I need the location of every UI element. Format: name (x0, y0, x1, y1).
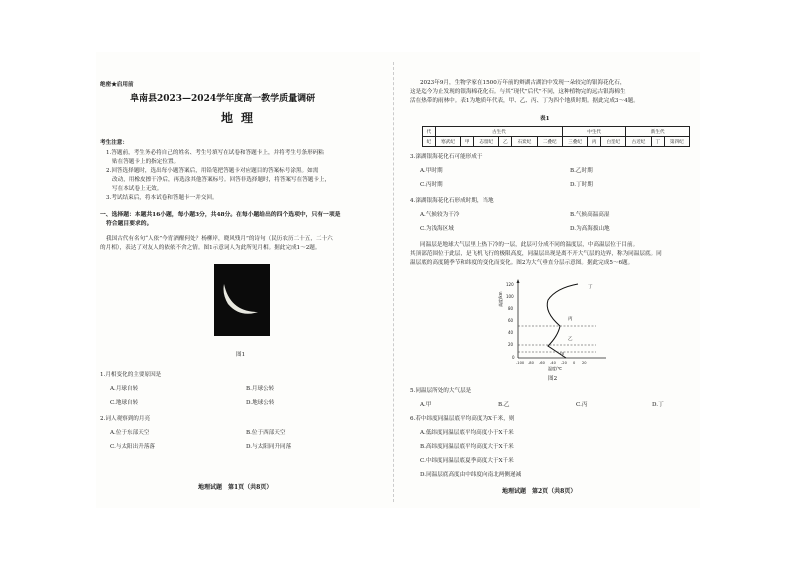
table-row (423, 127, 690, 137)
table-cell: 代 (423, 127, 436, 137)
secret-tag: 绝密★启用前 (100, 82, 134, 88)
table-cell: 纪 (423, 137, 436, 147)
question-stem: 6.若中纬度同温层底平均高度为X千米，则 (410, 416, 515, 422)
page-footer: 地理试题 第1页（共8页） (198, 484, 273, 491)
intro-line: 其顶部范围位于此层，是飞机飞行的极限高度，同温层出现是离不开大气层的边界，称为同温层底。同 (410, 251, 662, 257)
section-title: 一、选择题：本题共16小题，每小题3分，共48分。在每小题给出的四个选项中，只有一项是 (100, 212, 341, 218)
option-d: D.为高海拔山地 (570, 226, 610, 232)
page-divider (393, 62, 394, 502)
option-c: C.中纬度同温层底夏季高度大于X千米 (420, 458, 514, 464)
intro-line: 温层底的高度随季节和纬度的变化而变化。图2为大气垂直分层示意图。据此完成5～6题。 (410, 260, 634, 266)
intro-line: 活在热带的雨林中。表1为地质年代表，甲、乙、丙、丁为四个地质时期。据此完成3～4题。 (410, 98, 639, 104)
option-a: A.位于东部天空 (110, 430, 150, 436)
option-c: C.地球自转 (110, 400, 139, 406)
question-stem: 4.滦湖银海花化石形成时期，当地 (410, 198, 494, 204)
intro-line: 2023年9月，生物学家在1500万年前的辫湖古湖泊中发现一朵较完的银海花化石， (420, 80, 626, 86)
y-tick: 100 (506, 294, 514, 299)
option-b: B.气候高温高湿 (570, 212, 610, 218)
y-axis-label: 高度/km (498, 291, 503, 307)
table-cell: 石炭纪 (512, 137, 537, 147)
notice-line: 写在本试卷上无效。 (112, 186, 163, 192)
x-tick: 20 (582, 361, 587, 365)
table-cell: 二叠纪 (537, 137, 562, 147)
page-footer: 地理试题 第2页（共8页） (502, 488, 577, 495)
layer-label: 甲 (560, 353, 565, 358)
table-caption: 表1 (540, 116, 550, 122)
layer-label: 丙 (568, 317, 573, 322)
notice-line: 2.回答选择题时，选出每小题答案后，用铅笔把答题卡对应题目的答案标号涂黑。如需 (106, 168, 319, 174)
figure-caption: 图1 (236, 352, 246, 358)
notice-line: 贴在答题卡上的指定位置。 (112, 159, 180, 165)
table-cell: 乙 (499, 137, 512, 147)
option-a: A.甲 (420, 402, 432, 408)
question-stem: 5.同温层所处的大气层是 (410, 388, 472, 394)
question-stem: 1.月相变化的主要原因是 (100, 372, 162, 378)
option-a: A.甲时期 (420, 168, 443, 174)
geologic-time-table (422, 126, 690, 147)
layer-label: 丁 (588, 285, 593, 290)
table-cell: 志留纪 (474, 137, 499, 147)
question-stem: 2.词人观察到的月亮 (100, 416, 151, 422)
option-d: D.丁时期 (570, 182, 593, 188)
x-axis-label: 温度/℃ (548, 366, 562, 371)
x-tick: -20 (561, 361, 567, 365)
question-stem: 3.滦湖银海花化石可能形成于 (410, 154, 483, 160)
table-cell: 古近纪 (626, 137, 651, 147)
table-cell: 白垩纪 (601, 137, 626, 147)
option-c: C.丙 (576, 402, 588, 408)
left-page (96, 52, 386, 508)
figure-caption: 图2 (548, 376, 558, 382)
y-tick: 0 (512, 355, 515, 360)
crescent-moon-icon (214, 264, 270, 336)
x-tick: -100 (516, 361, 525, 365)
option-d: D.地球公转 (246, 400, 275, 406)
table-cell: 寒武纪 (435, 137, 460, 147)
option-c: C.为浅海区域 (420, 226, 454, 232)
right-page (400, 52, 700, 508)
intro-line: 这是迄今为止发现的银海棉花化石。与其“现代”后代”不同，这种植物完的远古银海棉生 (410, 89, 626, 95)
x-tick: 0 (573, 361, 576, 365)
y-tick: 20 (508, 342, 514, 347)
option-b: B.高纬度同温层底平均高度大于X千米 (420, 444, 514, 450)
option-a: A.气候较为干冷 (420, 212, 460, 218)
option-d: D.丁 (652, 402, 664, 408)
table-cell: 中生代 (562, 127, 625, 137)
option-a: A.月球自转 (110, 386, 139, 392)
table-row (423, 137, 690, 147)
option-c: C.与太阳出升落落 (110, 444, 156, 450)
table-cell: 三叠纪 (562, 137, 587, 147)
y-tick: 120 (506, 282, 514, 287)
y-tick: 80 (508, 306, 514, 311)
y-tick: 40 (508, 330, 514, 335)
option-c: C.丙时期 (420, 182, 443, 188)
notice-line: 改动，用橡皮擦干净后，再选涂其他答案标号。回答非选择题时，将答案写在答题卡上， (112, 177, 331, 183)
table-cell: 甲 (461, 137, 474, 147)
subject-title: 地理 (221, 111, 262, 125)
option-b: B.月球公转 (246, 386, 275, 392)
option-b: B.乙时期 (570, 168, 593, 174)
x-tick: -80 (528, 361, 534, 365)
notice-title: 考生注意： (100, 140, 128, 146)
table-cell: 第四纪 (664, 137, 689, 147)
option-a: A.低纬度同温层底平均高度小于X千米 (420, 430, 514, 436)
option-b: B.位于西部天空 (246, 430, 286, 436)
moon-photo (214, 264, 270, 336)
option-d: D.同温层底高度由中纬度向南北两侧递减 (420, 472, 522, 478)
exam-title: 阜南县2023—2024学年度高一教学质量调研 (130, 94, 316, 104)
atmosphere-layers-chart (496, 274, 616, 372)
x-tick: -40 (550, 361, 556, 365)
x-tick: -60 (539, 361, 545, 365)
y-tick: 60 (508, 318, 514, 323)
section-title-cont: 符合题目要求的。 (106, 221, 153, 227)
table-cell: 丙 (588, 137, 601, 147)
option-d: D.与太阳同升同落 (246, 444, 292, 450)
notice-line: 1.答题前，考生务必将自己的姓名、考生号填写在试卷和答题卡上，并将考生号条形码粘 (106, 150, 324, 156)
exam-sheet (96, 52, 700, 508)
table-cell: 古生代 (435, 127, 562, 137)
table-cell: 新生代 (626, 127, 690, 137)
layer-label: 乙 (568, 337, 573, 342)
table-cell: 丁 (651, 137, 664, 147)
notice-line: 3.考试结束后，将本试卷和答题卡一并交回。 (106, 195, 218, 201)
intro-line: 我国古代有名句“人依”今宵酒醒何处？杨柳岸，晓风残月”的诗句（民历农历二十五，二十六 (106, 236, 333, 242)
intro-line: 的月相），表达了对友人的依依不舍之情。图1示意词人为此所见月相。据此完成1～2题。 (100, 245, 321, 251)
option-b: B.乙 (498, 402, 510, 408)
intro-line: 同温层是地球大气层里上热下冷的一层，此层可分成不同的温度层，中高温层位于目前。 (420, 242, 639, 248)
